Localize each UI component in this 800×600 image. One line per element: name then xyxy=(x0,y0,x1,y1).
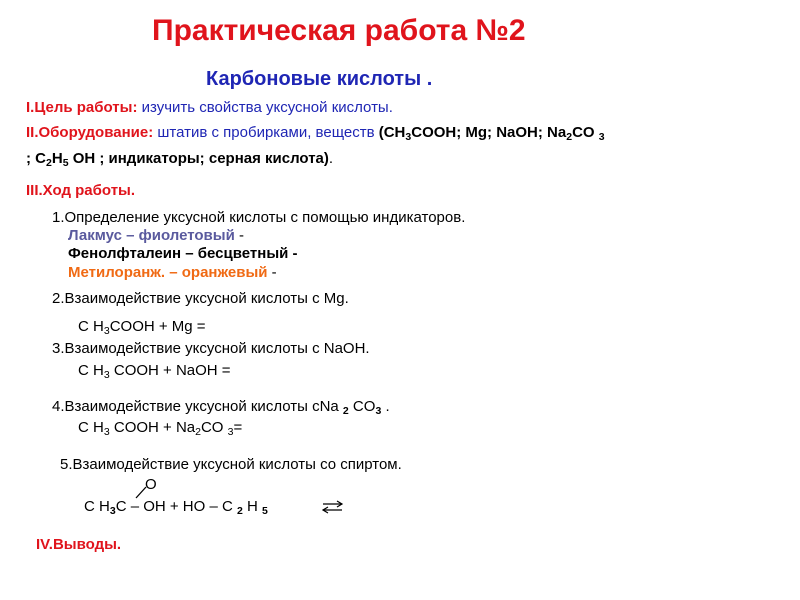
procedure-heading: III.Ход работы. xyxy=(26,182,136,199)
indicator-litmus xyxy=(68,227,244,244)
equation-sub: 2 xyxy=(195,426,201,438)
equation-part: H xyxy=(242,498,262,515)
equipment-period: . xyxy=(328,150,334,167)
equation-part: = xyxy=(233,419,243,436)
equipment-sub: 3 xyxy=(405,131,412,143)
equipment-text-2: H xyxy=(51,150,63,167)
equation-part: C H xyxy=(78,318,104,335)
equipment-sub: 2 xyxy=(566,131,573,143)
step-4-equation xyxy=(78,419,242,436)
equipment-substances: COOH; Mg; NaOH; Na xyxy=(411,124,567,141)
equipment-label: II.Оборудование: xyxy=(26,124,154,141)
step-2-text: 2.Взаимодействие уксусной кислоты с Mg. xyxy=(52,290,349,307)
equipment-text: штатив с пробирками, веществ xyxy=(153,124,379,141)
methyl-orange-label: Метилоранж. – оранжевый xyxy=(68,264,268,281)
equipment-line xyxy=(26,124,605,141)
methyl-orange-dash: - xyxy=(267,264,277,281)
step-4-sub: 2 xyxy=(342,405,349,417)
step-3-equation xyxy=(78,362,231,379)
goal-label: I.Цель работы: xyxy=(26,99,138,116)
equipment-line-2 xyxy=(26,150,333,167)
step-4-part: CO xyxy=(348,398,376,415)
equipment-sub: 2 xyxy=(46,157,52,169)
equipment-text-2: ; C xyxy=(26,150,46,167)
equation-part: C H xyxy=(84,498,110,515)
step-4-text xyxy=(52,398,390,415)
step-1-text: 1.Определение уксусной кислоты с помощью индикаторов. xyxy=(52,209,466,226)
step-5-equation xyxy=(84,498,268,515)
step-5-text: 5.Взаимодействие уксусной кислоты со спиртом. xyxy=(60,456,402,473)
equation-part: COOH + NaOH = xyxy=(109,362,231,379)
litmus-label: Лакмус – фиолетовый xyxy=(68,227,235,244)
goal-text: изучить свойства уксусной кислоты. xyxy=(137,99,393,116)
equation-sub: 3 xyxy=(103,369,110,381)
equation-part: COOH + Mg = xyxy=(109,318,206,335)
page-title: Практическая работа №2 xyxy=(152,14,526,47)
equation-part: CO xyxy=(200,419,228,436)
equation-sub: 5 xyxy=(262,505,268,517)
goal-line xyxy=(26,99,393,116)
equation-part: C H xyxy=(78,362,104,379)
step-4-part: 4.Взаимодействие уксусной кислоты с xyxy=(52,398,320,415)
step-2-equation xyxy=(78,318,206,335)
equation-sub: 3 xyxy=(103,426,110,438)
litmus-dash: - xyxy=(234,227,244,244)
equation-sub: 3 xyxy=(103,325,110,337)
carbonyl-oxygen: O xyxy=(145,476,157,493)
equipment-substances: CO xyxy=(572,124,599,141)
equipment-substances: (CH xyxy=(378,124,406,141)
equation-sub: 2 xyxy=(236,505,243,517)
step-4-part: . xyxy=(381,398,390,415)
equipment-sub: 5 xyxy=(62,157,69,169)
equation-part: C – OH + HO – C xyxy=(115,498,237,515)
conclusions-heading: IV.Выводы. xyxy=(36,536,122,553)
equation-sub: 3 xyxy=(109,505,116,517)
step-4-sub: 3 xyxy=(375,405,382,417)
step-3-text: 3.Взаимодействие уксусной кислоты с NaOH. xyxy=(52,340,370,357)
equilibrium-arrow-icon xyxy=(322,500,344,514)
indicator-methyl-orange xyxy=(68,264,277,281)
equation-sub: 3 xyxy=(227,426,234,438)
indicator-phenolphthalein: Фенолфталеин – бесцветный - xyxy=(68,245,298,262)
equipment-text-2: OH ; индикаторы; серная кислота) xyxy=(68,150,329,167)
equipment-sub: 3 xyxy=(598,131,605,143)
step-4-part: Na xyxy=(319,398,343,415)
page-subtitle: Карбоновые кислоты . xyxy=(206,68,433,90)
equation-part: COOH + Na xyxy=(109,419,196,436)
equation-part: C H xyxy=(78,419,104,436)
